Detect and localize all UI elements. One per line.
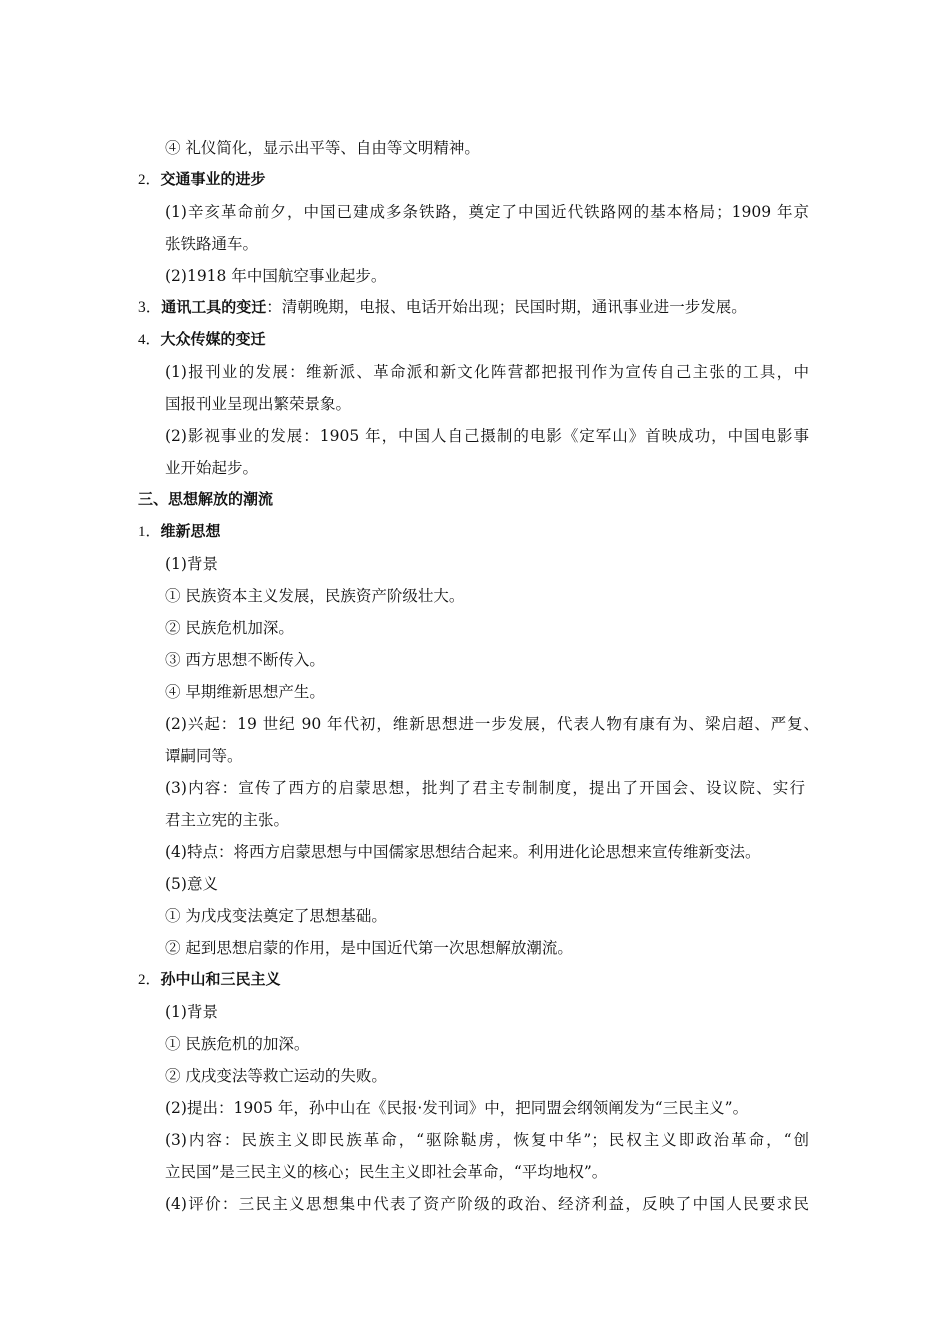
heading-number: 1． <box>138 524 161 540</box>
section-heading <box>138 969 281 990</box>
text-line: 张铁路通车。 <box>165 235 259 253</box>
heading-text: 孙中山和三民主义 <box>160 970 281 988</box>
text-line: (4)评价：三民主义思想集中代表了资产阶级的政治、经济利益，反映了中国人民要求民 <box>165 1195 809 1213</box>
text-line: 立民国”是三民主义的核心；民生主义即社会革命，“平均地权”。 <box>165 1163 608 1181</box>
text-line: ② 民族危机加深。 <box>165 619 294 637</box>
heading-text: 大众传媒的变迁 <box>160 330 266 348</box>
text-line: (2)兴起：19 世纪 90 年代初，维新思想进一步发展，代表人物有康有为、梁启超、严复、 <box>165 715 819 733</box>
text-line: (1)背景 <box>165 1003 218 1021</box>
text-line: (3)内容：宣传了西方的启蒙思想，批判了君主专制制度，提出了开国会、设议院、实行 <box>165 779 805 797</box>
text-line: (1)报刊业的发展：维新派、革命派和新文化阵营都把报刊作为宣传自己主张的工具，中 <box>165 363 809 381</box>
section-heading: 三、思想解放的潮流 <box>138 490 274 508</box>
heading-text: 维新思想 <box>160 522 221 540</box>
text-line: ④ 早期维新思想产生。 <box>165 683 325 701</box>
heading-number: 4． <box>138 332 161 348</box>
heading-number: 2． <box>138 172 161 188</box>
text-line: (2)影视事业的发展：1905 年，中国人自己摄制的电影《定军山》首映成功，中国电影事 <box>165 427 809 445</box>
text-line: ① 为戊戌变法奠定了思想基础。 <box>165 907 387 925</box>
text-line: ② 戊戌变法等救亡运动的失败。 <box>165 1067 387 1085</box>
text-line: (5)意义 <box>165 875 218 893</box>
heading-number: 2． <box>138 972 161 988</box>
text-line: 业开始起步。 <box>165 459 259 477</box>
text-line: ③ 西方思想不断传入。 <box>165 651 325 669</box>
section-heading <box>138 329 266 350</box>
section-heading <box>138 521 221 542</box>
text-line: 国报刊业呈现出繁荣景象。 <box>165 395 352 413</box>
text-line: ① 民族危机的加深。 <box>165 1035 310 1053</box>
text-line: ② 起到思想启蒙的作用，是中国近代第一次思想解放潮流。 <box>165 939 573 957</box>
text-line: (3)内容：民族主义即民族革命，“驱除鞑虏，恢复中华”；民权主义即政治革命，“创 <box>165 1131 809 1149</box>
text-line: ④ 礼仪简化，显示出平等、自由等文明精神。 <box>165 139 480 157</box>
text-line: (1)辛亥革命前夕，中国已建成多条铁路，奠定了中国近代铁路网的基本格局；1909 年京 <box>165 203 809 221</box>
text-line: 君主立宪的主张。 <box>165 811 290 829</box>
text-line: (2)1918 年中国航空事业起步。 <box>165 267 387 285</box>
heading-text: 交通事业的进步 <box>160 170 266 188</box>
heading-text: 通讯工具的变迁 <box>161 298 267 316</box>
heading-number: 3． <box>138 299 162 316</box>
heading-continuation: ：清朝晚期，电报、电话开始出现；民国时期，通讯事业进一步发展。 <box>266 298 747 316</box>
text-line: (2)提出：1905 年，孙中山在《民报·发刊词》中，把同盟会纲领阐发为“三民主义”。 <box>165 1099 749 1117</box>
section-heading <box>138 169 266 190</box>
text-line: (1)背景 <box>165 555 218 573</box>
text-line: 谭嗣同等。 <box>165 747 243 765</box>
section-heading <box>138 297 747 318</box>
text-line: ① 民族资本主义发展，民族资产阶级壮大。 <box>165 587 465 605</box>
text-line: (4)特点：将西方启蒙思想与中国儒家思想结合起来。利用进化论思想来宣传维新变法。 <box>165 843 761 861</box>
